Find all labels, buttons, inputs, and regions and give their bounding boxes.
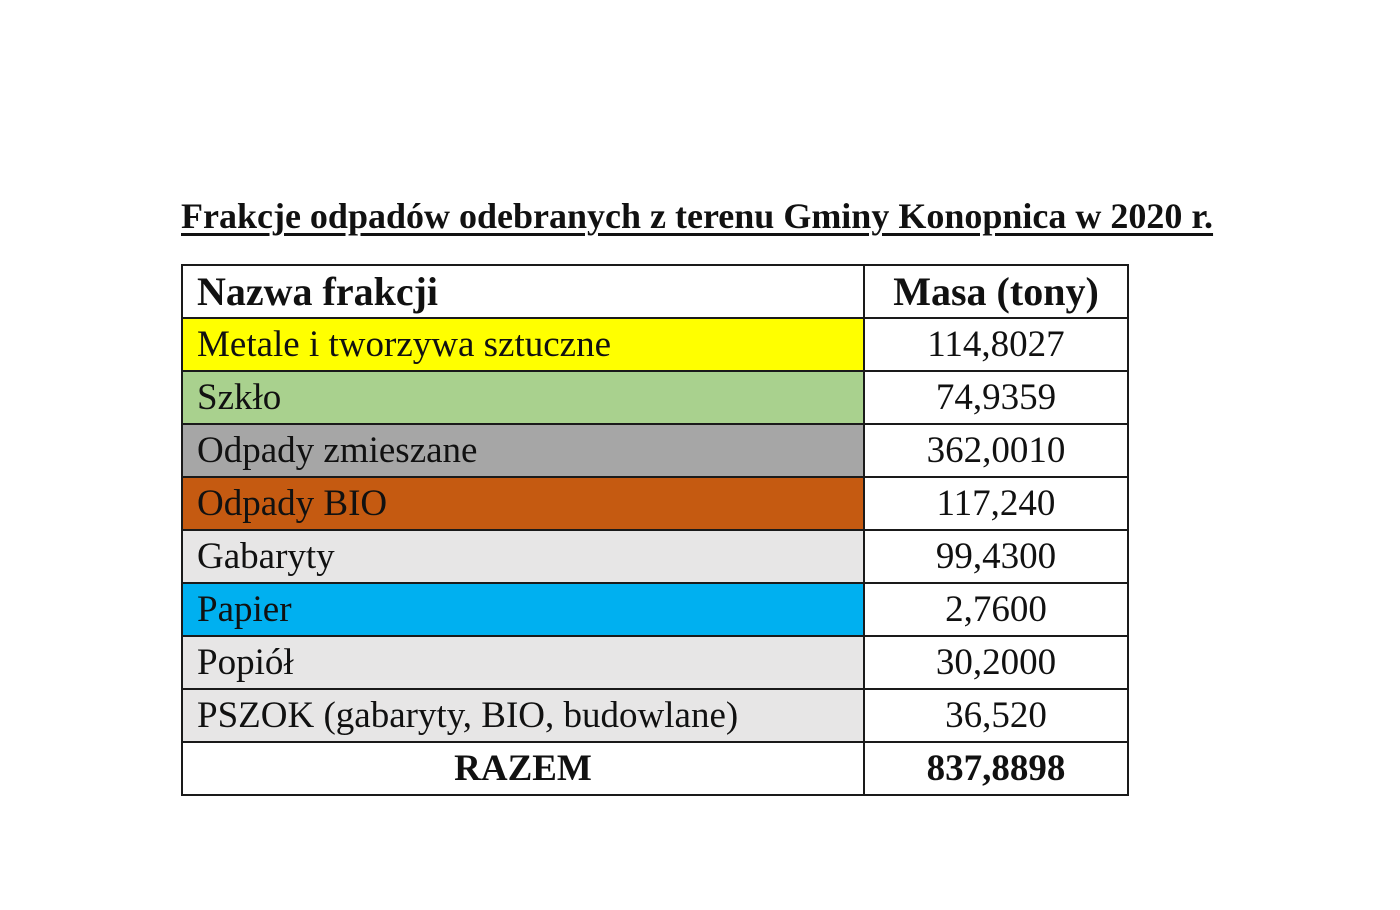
- table-row: [182, 371, 1128, 424]
- total-mass: 837,8898: [864, 742, 1128, 795]
- page-title: Frakcje odpadów odebranych z terenu Gminy Konopnica w 2020 r.: [181, 196, 1214, 236]
- table-row: [182, 318, 1128, 371]
- fraction-mass: 114,8027: [864, 318, 1128, 371]
- table-header-row: [182, 265, 1128, 318]
- table-row: [182, 689, 1128, 742]
- fraction-name: PSZOK (gabaryty, BIO, budowlane): [182, 689, 864, 742]
- table-row: [182, 530, 1128, 583]
- fraction-mass: 117,240: [864, 477, 1128, 530]
- fraction-name: Odpady BIO: [182, 477, 864, 530]
- total-row: [182, 742, 1128, 795]
- fraction-name: Popiół: [182, 636, 864, 689]
- table-row: [182, 424, 1128, 477]
- table-row: [182, 636, 1128, 689]
- fraction-name: Gabaryty: [182, 530, 864, 583]
- fraction-mass: 2,7600: [864, 583, 1128, 636]
- fraction-name: Papier: [182, 583, 864, 636]
- fraction-name: Szkło: [182, 371, 864, 424]
- fraction-mass: 36,520: [864, 689, 1128, 742]
- waste-fractions-table: [181, 264, 1129, 796]
- fraction-mass: 74,9359: [864, 371, 1128, 424]
- column-header-name: Nazwa frakcji: [182, 265, 864, 318]
- column-header-mass: Masa (tony): [864, 265, 1128, 318]
- fraction-mass: 99,4300: [864, 530, 1128, 583]
- fraction-mass: 362,0010: [864, 424, 1128, 477]
- total-label: RAZEM: [182, 742, 864, 795]
- table-row: [182, 583, 1128, 636]
- table-body: [182, 318, 1128, 795]
- fraction-name: Odpady zmieszane: [182, 424, 864, 477]
- table-row: [182, 477, 1128, 530]
- fraction-name: Metale i tworzywa sztuczne: [182, 318, 864, 371]
- fraction-mass: 30,2000: [864, 636, 1128, 689]
